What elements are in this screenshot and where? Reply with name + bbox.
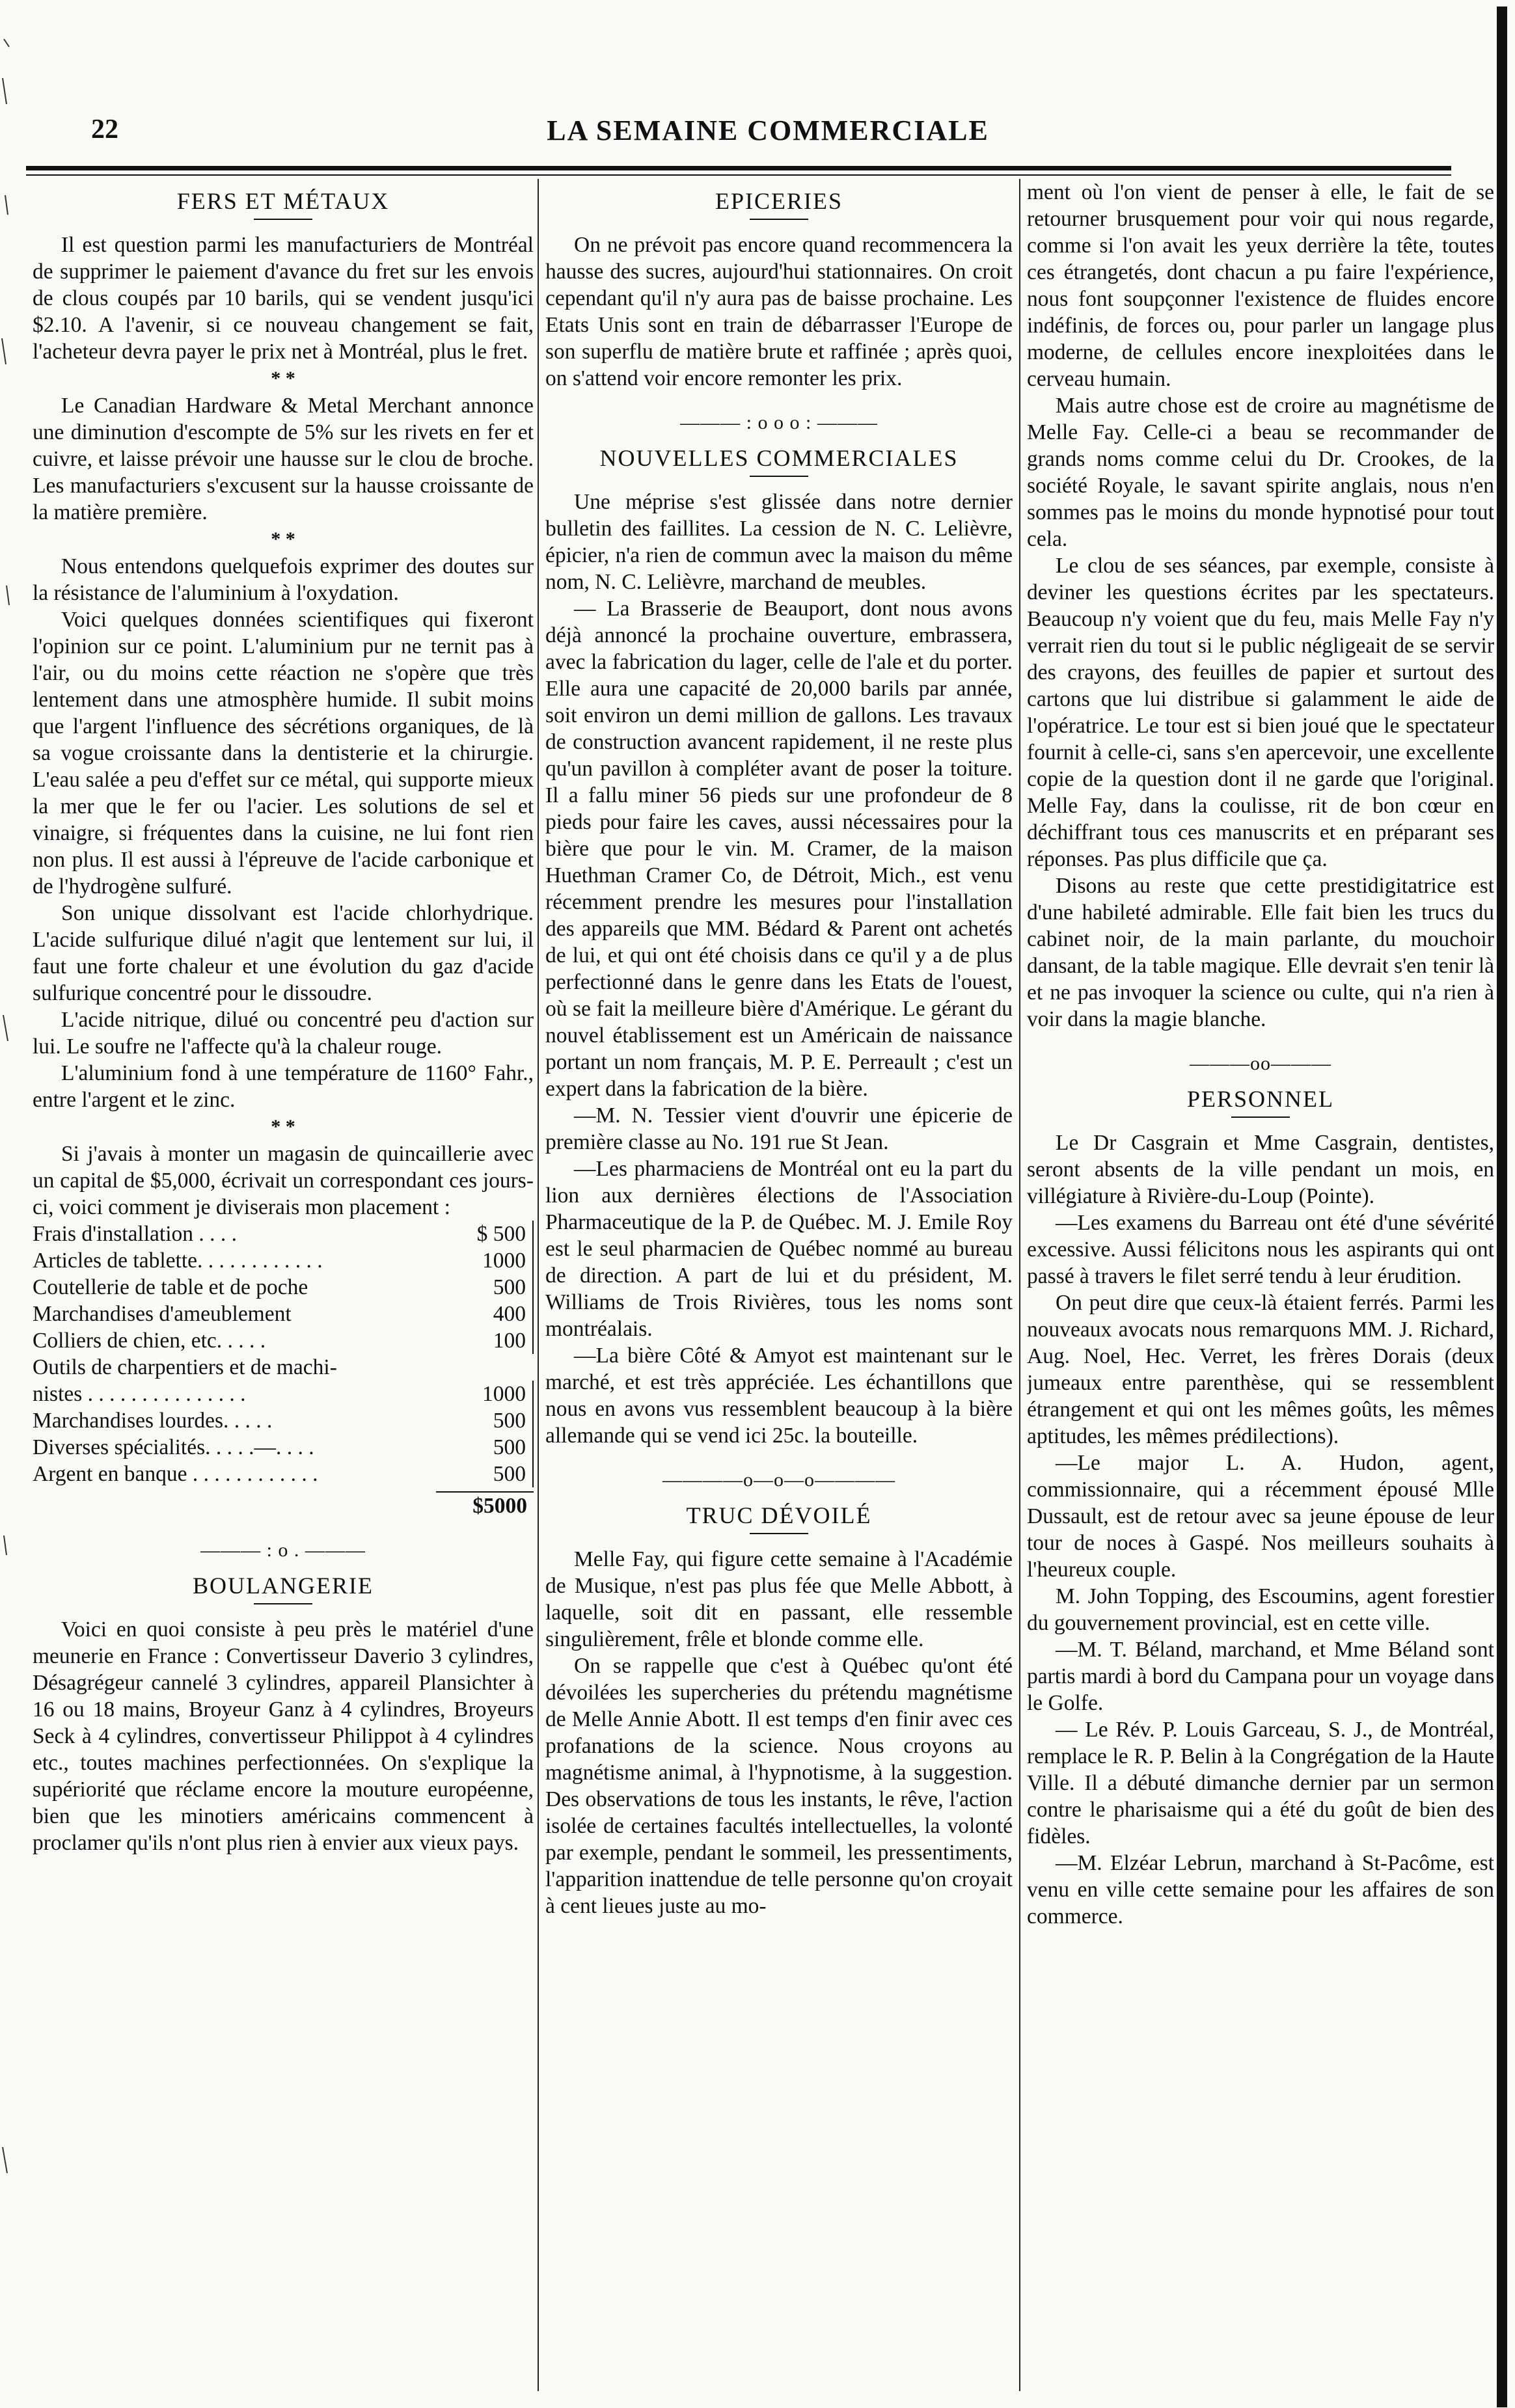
budget-amount: $ 500	[448, 1221, 534, 1247]
article-paragraph: — Le Rév. P. Louis Garceau, S. J., de Montréal, remplace le R. P. Belin à la Congrégation de la Haute Ville. Il a débuté dimanche dernier par un sermon contre le pharisaisme qui a été du goût de bien des fidèles.	[1027, 1718, 1494, 1848]
budget-label: nistes . . . . . . . . . . . . . . .	[33, 1382, 246, 1406]
article-paragraph: Une méprise s'est glissée dans notre dernier bulletin des faillites. La cession de N. C. Lelièvre, épicier, n'a rien de commun avec la maison du même nom, N. C. Lelièvre, marchand de meubles.	[545, 490, 1013, 594]
column-3	[1027, 179, 1494, 2385]
budget-label: Frais d'installation . . . .	[33, 1222, 238, 1246]
column-1	[33, 179, 534, 2385]
article-paragraph: On ne prévoit pas encore quand recommencera la hausse des sucres, aujourd'hui stationnaires. On croit cependant qu'il n'y aura pas de baisse prochaine. Les Etats Unis sont en train de débarrasser l'Europe de son superflu de matière brute et raffinée ; après quoi, on s'attend voir encore remonter les prix.	[545, 233, 1013, 390]
article-paragraph: On se rappelle que c'est à Québec qu'ont été dévoilées les supercheries du prétendu magnétisme de Melle Annie Abott. Il est temps d'en finir avec ces profanations de la science. Nous croyons au magnétisme animal, à l'hypnotisme, à la suggestion. Des observations de tous les instants, le rêve, l'action isolée de certaines facultés intellectuelles, la volonté par exemple, pendant le sommeil, les pressentiments, l'apparition inattendue de telle personne qu'on croyait à cent lieues juste au mo-	[545, 1654, 1013, 1918]
article-paragraph: L'aluminium fond à une température de 1160° Fahr., entre l'argent et le zinc.	[33, 1061, 534, 1112]
article-paragraph: —Les examens du Barreau ont été d'une sévérité excessive. Aussi félicitons nous les aspirants qui ont passé à travers le filet serré tendu à leur érudition.	[1027, 1211, 1494, 1288]
article-paragraph: Son unique dissolvant est l'acide chlorhydrique. L'acide sulfurique dilué n'agit que lentement sur lui, il faut une forte chaleur et une évolution du gaz d'acide sulfurique concentré pour le dissoudre.	[33, 901, 534, 1005]
column-divider	[538, 179, 539, 2391]
title-rule	[750, 476, 808, 477]
article-paragraph: —M. N. Tessier vient d'ouvrir une épicerie de première classe au No. 191 rue St Jean.	[545, 1103, 1013, 1154]
page-number: 22	[91, 115, 118, 144]
article-paragraph: Le Dr Casgrain et Mme Casgrain, dentistes, seront absents de la ville pendant un mois, en villégiature à Rivière-du-Loup (Pointe).	[1027, 1131, 1494, 1208]
budget-row	[33, 1221, 534, 1247]
article-paragraph: Disons au reste que cette prestidigitatrice est d'une habileté admirable. Elle fait bien les trucs du cabinet noir, de la main parlante, du mouchoir dansant, de la table magique. Elle devrait s'en tenir là et ne pas invoquer la science ou culte, qui n'a rien à voir dans la magie blanche.	[1027, 874, 1494, 1031]
article-paragraph: —Le major L. A. Hudon, agent, commissionnaire, qui a récemment épousé Mlle Dussault, est de retour avec sa jeune épouse de leur tour de noces à Gaspé. Nos meilleurs souhaits à l'heureux couple.	[1027, 1451, 1494, 1582]
section-title-truc: TRUC DÉVOILÉ	[686, 1502, 872, 1528]
budget-amount: 100	[448, 1327, 534, 1354]
title-rule	[1231, 1116, 1290, 1118]
header-rule-thin	[26, 174, 1451, 176]
budget-label: Diverses spécialités. . . . .—. . . .	[33, 1435, 314, 1459]
budget-label: Articles de tablette. . . . . . . . . . . .	[33, 1249, 323, 1273]
article-paragraph: M. John Topping, des Escoumins, agent forestier du gouvernement provincial, est en cette ville.	[1027, 1584, 1494, 1635]
budget-amount: 1000	[448, 1247, 534, 1274]
article-paragraph: —M. T. Béland, marchand, et Mme Béland sont partis mardi à bord du Campana pour un voyage dans le Golfe.	[1027, 1638, 1494, 1715]
budget-label: Marchandises d'ameublement	[33, 1302, 292, 1326]
scan-right-edge	[1497, 7, 1507, 2407]
section-title-fers: FERS ET MÉTAUX	[176, 188, 390, 214]
article-paragraph: —La bière Côté & Amyot est maintenant sur le marché, et est très appréciée. Les échantillons que nous en avons vus ressemblent beaucoup à la bière allemande qui se vend ici 25c. la bouteille.	[545, 1344, 1013, 1448]
title-rule	[254, 219, 312, 220]
article-paragraph: ment où l'on vient de penser à elle, le fait de se retourner brusquement pour voir qui nous regarde, comme si l'on avait les yeux derrière la tête, toutes ces étrangetés, dont chacun a pu faire l'expérience, nous font soupçonner l'existence de fluides encore indéfinis, de forces ou, pour parler un langage plus moderne, de cellules encore inexploitées dans le cerveau humain.	[1027, 180, 1494, 391]
article-paragraph: Voici quelques données scientifiques qui fixeront l'opinion sur ce point. L'aluminium pur ne ternit pas à l'air, ou du moins cette réaction ne s'opère que très lentement dans une atmosphère humide. Il subit moins que l'argent l'influence des sécrétions organiques, de là sa vogue croissante dans la dentisterie et la chirurgie. L'eau salée a peu d'effet sur ce métal, qui supporte mieux la mer que le fer ou l'acier. Les solutions de sel et vinaigre, si fréquentes dans la cuisine, ne lui font rien non plus. Il est aussi à l'épreuve de l'acide carbonique et de l'hydrogène sulfuré.	[33, 608, 534, 899]
article-paragraph: Voici en quoi consiste à peu près le matériel d'une meunerie en France : Convertisseur Daverio 3 cylindres, Désagrégeur cannelé 3 cylindres, appareil Plansichter à 16 ou 18 mains, Broyeur Ganz à 4 cylindres, Broyeurs Seck à 4 cylindres, convertisseur Philippot à 4 cylindres etc., toutes machines perfectionnées. On s'explique la supériorité que réclame encore la mouture européenne, bien que les minotiers américains commencent à proclamer qu'ils n'ont plus rien à envier aux vieux pays.	[33, 1617, 534, 1855]
scan-edge-marks	[0, 0, 14, 2405]
budget-amount: 400	[448, 1301, 534, 1327]
section-title-epiceries: EPICERIES	[715, 188, 843, 214]
article-paragraph: —Les pharmaciens de Montréal ont eu la part du lion aux dernières élections de l'Association Pharmaceutique de la P. de Québec. M. J. Emile Roy est le seul pharmacien de Québec nommé au bureau de direction. A part de lui et du président, M. Williams de Trois Rivières, tous les noms sont montréalais.	[545, 1157, 1013, 1341]
budget-label: Marchandises lourdes. . . . .	[33, 1409, 273, 1433]
budget-row	[33, 1274, 534, 1301]
title-rule	[750, 1533, 808, 1534]
budget-amount: 500	[448, 1407, 534, 1434]
section-separator: ———oo———	[1190, 1053, 1331, 1074]
star-separator: * *	[271, 528, 295, 550]
section-separator: ——— : o . ———	[200, 1539, 366, 1561]
budget-row	[33, 1461, 534, 1487]
budget-row	[33, 1354, 534, 1381]
budget-row	[33, 1327, 534, 1354]
article-paragraph: L'acide nitrique, dilué ou concentré peu d'action sur lui. Le soufre ne l'affecte qu'à la chaleur rouge.	[33, 1008, 534, 1059]
article-paragraph: Si j'avais à monter un magasin de quincaillerie avec un capital de $5,000, écrivait un correspondant ces jours-ci, voici comment je diviserais mon placement :	[33, 1142, 534, 1219]
section-separator: ————o—o—o————	[662, 1469, 895, 1491]
budget-row	[33, 1381, 534, 1407]
article-paragraph: On peut dire que ceux-là étaient ferrés. Parmi les nouveaux avocats nous remarquons MM. J. Richard, Aug. Noel, Hec. Verret, les frères Dorais (deux jumeaux entre parenthèse, qui se ressemblent étrangement et qui ont les mêmes goûts, les mêmes aptitudes, les mêmes prédilections).	[1027, 1291, 1494, 1448]
article-paragraph: Il est question parmi les manufacturiers de Montréal de supprimer le paiement d'avance du fret sur les envois de clous coupés par 10 barils, qui se vendent jusqu'ici $2.10. A l'avenir, si ce nouveau changement se fait, l'acheteur devra payer le prix net à Montréal, plus le fret.	[33, 233, 534, 364]
article-paragraph: Mais autre chose est de croire au magnétisme de Melle Fay. Celle-ci a beau se recommander de grands noms comme celui du Dr. Crookes, de la société Royale, le savant spirite anglais, nous n'en sommes pas le moins du monde hypnotisé pour tout cela.	[1027, 394, 1494, 551]
section-title-nouvelles: NOUVELLES COMMERCIALES	[599, 445, 959, 471]
budget-label: Coutellerie de table et de poche	[33, 1275, 308, 1299]
budget-row	[33, 1247, 534, 1274]
section-separator: ——— : o o o : ———	[680, 412, 878, 433]
budget-total: $5000	[472, 1494, 527, 1518]
article-paragraph: — La Brasserie de Beauport, dont nous avons déjà annoncé la prochaine ouverture, embrassera, avec la fabrication du lager, celle de l'ale et du porter. Elle aura une capacité de 20,000 barils par année, soit environ un demi million de gallons. Les travaux de construction avancent rapidement, il ne reste plus qu'un pavillon à compléter avant de poser la toiture. Il a fallu miner 56 pieds sur une profondeur de 8 pieds pour faire les caves, aussi nécessaires pour la bière que pour le vin. M. Cramer, de la maison Huethman Cramer Co, de Détroit, Mich., est venu récemment prendre les mesures pour l'installation des appareils que MM. Bédard & Parent ont achetés de lui, et qui ont été choisis dans ce qu'il y a de plus perfectionné dans le genre dans les Etats de l'ouest, où se fait la meilleure bière d'Amérique. Le gérant du nouvel établissement est un Américain de naissance portant un nom français, M. P. E. Perreault ; c'est un expert dans la fabrication de la bière.	[545, 597, 1013, 1101]
section-title-personnel: PERSONNEL	[1186, 1086, 1335, 1112]
budget-amount: 500	[448, 1434, 534, 1461]
column-divider	[1019, 179, 1020, 2391]
budget-row	[33, 1407, 534, 1434]
article-paragraph: —M. Elzéar Lebrun, marchand à St-Pacôme, est venu en ville cette semaine pour les affaires de son commerce.	[1027, 1851, 1494, 1928]
title-rule	[750, 219, 808, 220]
budget-label: Outils de charpentiers et de machi-	[33, 1355, 337, 1379]
article-paragraph: Le clou de ses séances, par exemple, consiste à deviner les questions écrites par les spectateurs. Beaucoup n'y voient que du feu, mais Melle Fay n'y verrait rien du tout si le public négligeait de se servir des crayons, des feuilles de papier et surtout des cartons que lui distribue si galamment le aide de l'opératrice. Le tour est si bien joué que le spectateur fournit à celle-ci, sans s'en apercevoir, une excellente copie de la question dont il ne garde que l'original. Melle Fay, dans la coulisse, rit de bon cœur en déchiffrant tous ces manuscrits et en préparant ses réponses. Pas plus difficile que ça.	[1027, 554, 1494, 871]
budget-amount: 500	[448, 1274, 534, 1301]
star-separator: * *	[271, 368, 295, 389]
budget-label: Colliers de chien, etc. . . . .	[33, 1329, 266, 1353]
title-rule	[254, 1603, 312, 1604]
budget-amount: 500	[448, 1461, 534, 1487]
section-title-boulangerie: BOULANGERIE	[193, 1573, 374, 1599]
star-separator: * *	[271, 1116, 295, 1137]
article-paragraph: Nous entendons quelquefois exprimer des doutes sur la résistance de l'aluminium à l'oxydation.	[33, 554, 534, 605]
column-2	[545, 179, 1013, 2385]
budget-label: Argent en banque . . . . . . . . . . . .	[33, 1462, 318, 1486]
budget-amount: 1000	[448, 1381, 534, 1407]
journal-title: LA SEMAINE COMMERCIALE	[547, 115, 989, 146]
page-header	[91, 107, 1445, 159]
budget-row	[33, 1301, 534, 1327]
header-rule-thick	[26, 166, 1451, 170]
budget-row	[33, 1434, 534, 1461]
budget-table	[33, 1221, 534, 1519]
article-paragraph: Le Canadian Hardware & Metal Merchant annonce une diminution d'escompte de 5% sur les rivets en fer et cuivre, et laisse prévoir une hausse sur le clou de broche. Les manufacturiers s'excusent sur la hausse croissante de la matière première.	[33, 394, 534, 524]
article-paragraph: Melle Fay, qui figure cette semaine à l'Académie de Musique, n'est pas plus fée que Melle Abbott, à laquelle, soit dit en passant, elle ressemble singulièrement, frêle et blonde comme elle.	[545, 1547, 1013, 1651]
